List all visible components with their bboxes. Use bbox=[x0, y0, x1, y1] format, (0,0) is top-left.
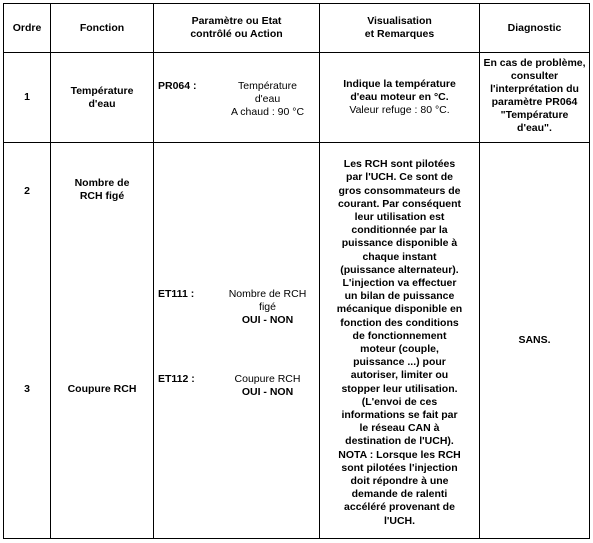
visualisation-line: autoriser, limiter ou bbox=[350, 369, 449, 382]
visualisation-line: sont pilotées l'injection bbox=[341, 461, 458, 474]
diagnostic-cell: SANS. bbox=[480, 143, 590, 539]
visualisation-line: doit répondre à une bbox=[350, 475, 449, 488]
header-visualisation: Visualisation et Remarques bbox=[320, 4, 480, 53]
diagnostic-table bbox=[3, 3, 590, 539]
visualisation-line: gros consommateurs de bbox=[338, 184, 461, 197]
header-parametre: Paramètre ou Etat contrôlé ou Action bbox=[154, 4, 320, 53]
param-code: ET111 : bbox=[158, 287, 195, 300]
table-row bbox=[4, 143, 590, 539]
param-code: ET112 : bbox=[158, 372, 195, 385]
visualisation-line: L'injection va effectuer bbox=[342, 276, 457, 289]
visualisation-line: stopper leur utilisation. bbox=[341, 382, 458, 395]
visualisation-cell bbox=[320, 143, 480, 539]
visualisation-line: fonction des conditions bbox=[340, 316, 459, 329]
visualisation-line: chaque instant bbox=[362, 250, 437, 263]
visualisation-line: un bilan de puissance bbox=[344, 290, 455, 303]
table-row bbox=[4, 53, 590, 143]
header-diagnostic: Diagnostic bbox=[480, 4, 590, 53]
visualisation-line: Les RCH sont pilotées bbox=[343, 158, 456, 171]
visualisation-line: destination de l'UCH). bbox=[345, 435, 454, 448]
header-fonction: Fonction bbox=[51, 4, 154, 53]
visualisation-line: par l'UCH. Ce sont de bbox=[346, 171, 453, 184]
visualisation-line: l'UCH. bbox=[383, 514, 416, 527]
visualisation-line: leur utilisation est bbox=[354, 210, 445, 223]
visualisation-cell: Indique la température d'eau moteur en °C. Valeur refuge : 80 °C. bbox=[320, 53, 480, 143]
visualisation-line: le réseau CAN à bbox=[359, 422, 440, 435]
ordre-cell: 2 3 bbox=[4, 143, 51, 539]
fonction-cell: Température d'eau bbox=[51, 53, 154, 143]
visualisation-line: puissance ...) pour bbox=[353, 356, 446, 369]
visualisation-line: (puissance alternateur). bbox=[340, 263, 459, 276]
visualisation-line: puissance disponible à bbox=[341, 237, 458, 250]
visualisation-line: mécanique disponible en bbox=[336, 303, 463, 316]
visualisation-line: (L'envoi de ces bbox=[361, 395, 438, 408]
visualisation-line: NOTA : Lorsque les RCH bbox=[338, 448, 461, 461]
fonction-cell: Nombre de RCH figé Coupure RCH bbox=[51, 143, 154, 539]
parametre-cell: ET111 : Nombre de RCH figé OUI - NON ET112 : Coupure RCH OUI - NON bbox=[154, 143, 320, 539]
visualisation-line: demande de ralenti bbox=[351, 488, 448, 501]
visualisation-line: courant. Par conséquent bbox=[337, 197, 462, 210]
header-row bbox=[4, 4, 590, 53]
ordre-cell: 1 bbox=[4, 53, 51, 143]
visualisation-line: accéléré provenant de bbox=[344, 501, 455, 514]
parametre-cell: PR064 : Température d'eau A chaud : 90 °C bbox=[154, 53, 320, 143]
visualisation-line: moteur (couple, bbox=[360, 343, 439, 355]
diagnostic-cell: En cas de problème, consulter l'interprétation du paramètre PR064 "Température d'eau". bbox=[480, 53, 590, 143]
param-code: PR064 : bbox=[158, 80, 197, 92]
visualisation-line: informations se fait par bbox=[341, 409, 458, 422]
visualisation-text bbox=[320, 153, 479, 528]
visualisation-line: de fonctionnement bbox=[352, 329, 447, 342]
header-ordre: Ordre bbox=[4, 4, 51, 53]
visualisation-line: conditionnée par la bbox=[351, 224, 448, 237]
